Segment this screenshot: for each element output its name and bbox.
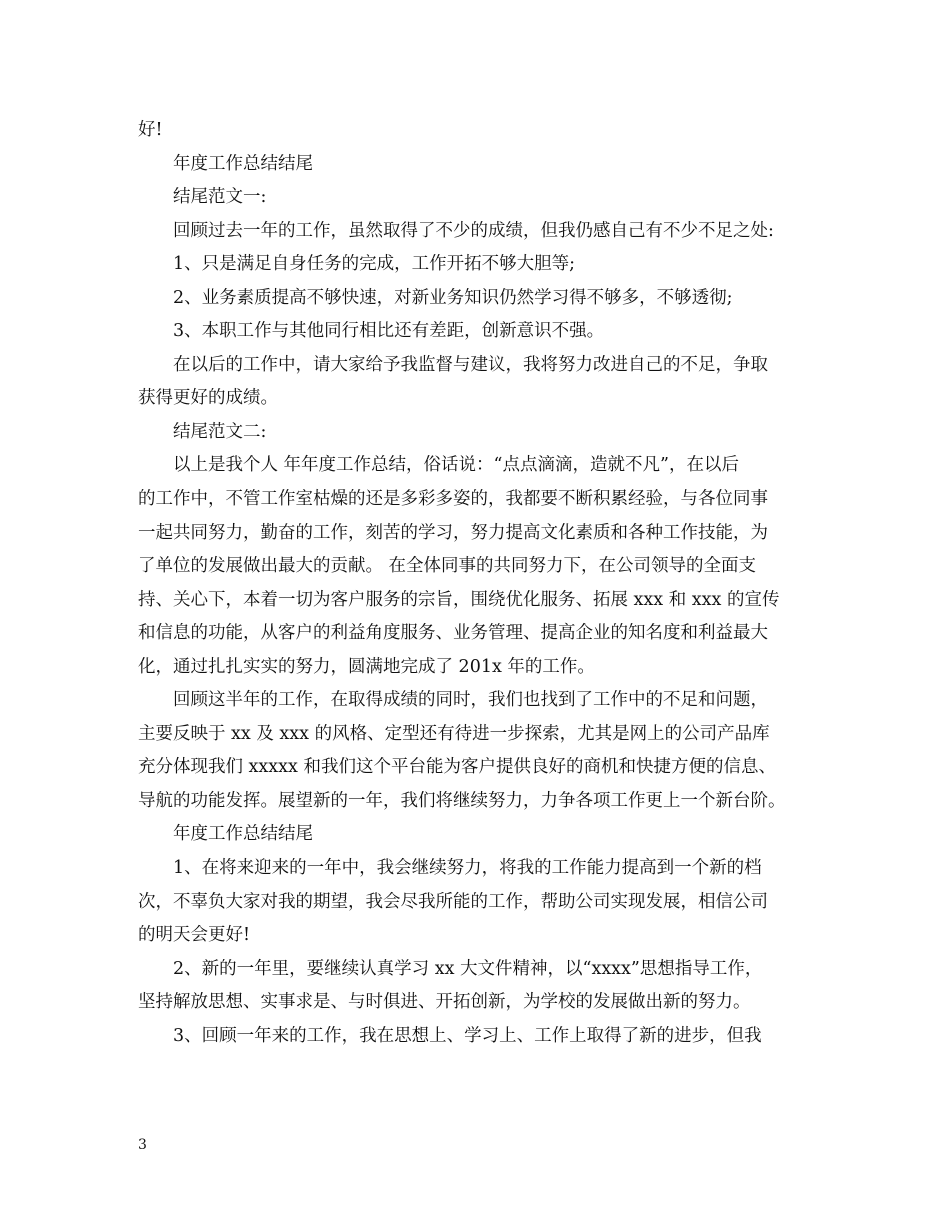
document-body bbox=[138, 114, 822, 1053]
text-line: 的明天会更好! bbox=[138, 925, 251, 946]
text-line: 次，不辜负大家对我的期望，我会尽我所能的工作，帮助公司实现发展，相信公司 bbox=[138, 891, 768, 912]
text-line: 回顾过去一年的工作，虽然取得了不少的成绩，但我仍感自己有不少不足之处: bbox=[173, 220, 774, 241]
text-line: 主要反映于 xx 及 xxx 的风格、定型还有待进一步探索，尤其是网上的公司产品库 bbox=[138, 723, 770, 744]
text-line: 持、关心下，本着一切为客户服务的宗旨，围绕优化服务、拓展 xxx 和 xxx 的宣传 bbox=[138, 589, 780, 610]
text-line: 的工作中，不管工作室枯燥的还是多彩多姿的，我都要不断积累经验，与各位同事 bbox=[138, 489, 768, 510]
text-line: 2、业务素质提高不够快速，对新业务知识仍然学习得不够多，不够透彻; bbox=[173, 287, 733, 308]
text-line: 获得更好的成绩。 bbox=[138, 388, 278, 409]
text-line: 化，通过扎扎实实的努力，圆满地完成了 201x 年的工作。 bbox=[138, 656, 595, 677]
text-line: 回顾这半年的工作，在取得成绩的同时，我们也找到了工作中的不足和问题， bbox=[173, 690, 768, 711]
text-line: 一起共同努力，勤奋的工作，刻苦的学习，努力提高文化素质和各种工作技能，为 bbox=[138, 522, 768, 543]
text-line: 充分体现我们 xxxxx 和我们这个平台能为客户提供良好的商机和快捷方便的信息、 bbox=[138, 757, 776, 778]
text-line: 1、在将来迎来的一年中，我会继续努力，将我的工作能力提高到一个新的档 bbox=[173, 858, 762, 879]
text-line: 年度工作总结结尾 bbox=[173, 824, 313, 845]
text-line: 2、新的一年里，要继续认真学习 xx 大文件精神，以“xxxx”思想指导工作， bbox=[173, 958, 763, 979]
text-line: 坚持解放思想、实事求是、与时俱进、开拓创新，为学校的发展做出新的努力。 bbox=[138, 992, 751, 1013]
text-line: 了单位的发展做出最大的贡献。 在全体同事的共同努力下，在公司领导的全面支 bbox=[138, 556, 757, 577]
text-line: 结尾范文二: bbox=[173, 421, 267, 442]
text-line: 结尾范文一: bbox=[173, 187, 267, 208]
text-line: 好! bbox=[138, 120, 163, 140]
text-line: 以上是我个人 年年度工作总结，俗话说：“点点滴滴，造就不凡”，在以后 bbox=[173, 455, 739, 476]
text-line: 导航的功能发挥。展望新的一年，我们将继续努力，力争各项工作更上一个新台阶。 bbox=[138, 790, 786, 811]
text-line: 1、只是满足自身任务的完成，工作开拓不够大胆等; bbox=[173, 254, 576, 275]
page-number: 3 bbox=[138, 1137, 147, 1153]
text-line: 年度工作总结结尾 bbox=[173, 153, 313, 174]
text-line: 3、回顾一年来的工作，我在思想上、学习上、工作上取得了新的进步，但我 bbox=[173, 1025, 762, 1046]
text-line: 和信息的功能，从客户的利益角度服务、业务管理、提高企业的知名度和利益最大 bbox=[138, 623, 768, 644]
text-line: 3、本职工作与其他同行相比还有差距，创新意识不强。 bbox=[173, 321, 605, 342]
text-line: 在以后的工作中，请大家给予我监督与建议，我将努力改进自己的不足，争取 bbox=[173, 354, 768, 375]
